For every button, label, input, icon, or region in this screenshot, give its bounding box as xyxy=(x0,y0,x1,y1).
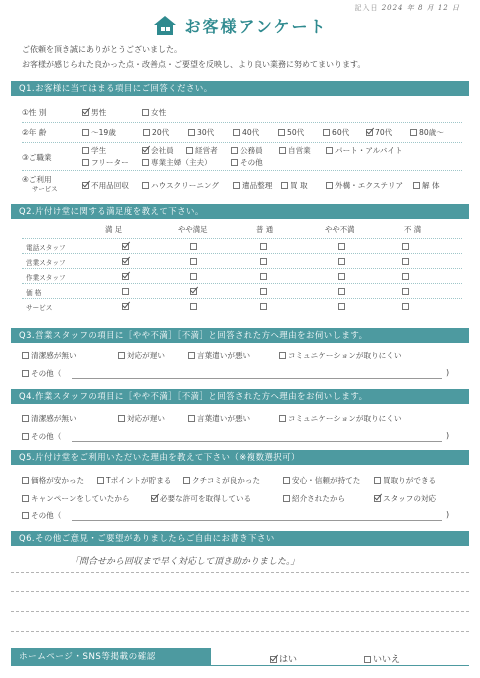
checkbox[interactable] xyxy=(186,147,193,154)
rating-checkbox[interactable] xyxy=(402,258,409,265)
service-option[interactable]: 買 取 xyxy=(281,180,308,191)
age-option[interactable]: 40代 xyxy=(233,127,259,138)
job-option[interactable]: 公務員 xyxy=(231,145,263,156)
service-option[interactable]: 遺品整理 xyxy=(233,180,272,191)
sns-no-option[interactable]: いいえ xyxy=(364,652,400,665)
rating-checkbox[interactable] xyxy=(338,243,345,250)
checkbox[interactable] xyxy=(279,352,286,359)
row-label: 電話スタッフ xyxy=(26,244,66,252)
rating-checkbox[interactable] xyxy=(402,288,409,295)
checkbox[interactable] xyxy=(283,495,290,502)
checkbox[interactable] xyxy=(326,147,333,154)
rating-checkbox[interactable] xyxy=(338,273,345,280)
checkbox[interactable] xyxy=(233,182,240,189)
checkbox-checked[interactable] xyxy=(151,495,158,502)
row-label: 価 格 xyxy=(26,289,42,297)
q5-option[interactable]: 紹介されたから xyxy=(283,493,345,504)
rating-checkbox-checked[interactable] xyxy=(122,303,129,310)
rating-checkbox[interactable] xyxy=(260,288,267,295)
checkbox[interactable] xyxy=(22,352,29,359)
table-row xyxy=(22,253,462,268)
rating-checkbox[interactable] xyxy=(190,243,197,250)
job-option-company-employee[interactable]: 会社員 xyxy=(142,145,174,156)
checkbox[interactable] xyxy=(410,129,417,136)
intro-line-1: ご依頼を頂き誠にありがとうございました。 xyxy=(22,45,182,54)
divider xyxy=(22,142,462,143)
q4-heading: Q4.作業スタッフの項目に［やや不満］［不満］と回答された方へ理由をお伺いします。 xyxy=(11,389,469,404)
checkbox[interactable] xyxy=(283,477,290,484)
checkbox[interactable] xyxy=(142,182,149,189)
rating-checkbox[interactable] xyxy=(338,288,345,295)
q5-option[interactable]: 買取りができる xyxy=(374,475,436,486)
checkbox[interactable] xyxy=(374,477,381,484)
age-option[interactable]: 20代 xyxy=(143,127,169,138)
table-row xyxy=(22,268,462,283)
checkbox[interactable] xyxy=(231,159,238,166)
age-option-70s[interactable]: 70代 xyxy=(366,127,392,138)
q5-heading: Q5.片付け堂をご利用いただいた理由を教えて下さい（※複数選択可） xyxy=(11,450,469,465)
q3-option[interactable]: 清潔感が無い xyxy=(22,350,77,361)
comment-line[interactable] xyxy=(11,572,469,573)
job-option[interactable]: 経営者 xyxy=(186,145,218,156)
house-logo-icon xyxy=(152,14,178,36)
column-header: やや満足 xyxy=(178,225,208,234)
age-option[interactable]: 30代 xyxy=(188,127,214,138)
q4-option[interactable]: 言葉遣いが悪い xyxy=(188,413,250,424)
rating-checkbox-checked[interactable] xyxy=(122,273,129,280)
age-option[interactable]: 50代 xyxy=(278,127,304,138)
comment-line[interactable] xyxy=(11,631,469,632)
q5-option[interactable]: キャンペーンをしていたから xyxy=(22,493,130,504)
q6-heading: Q6.その他ご意見・ご要望がありましたらご自由にお書き下さい xyxy=(11,531,469,546)
intro-text xyxy=(22,42,467,72)
comment-line[interactable] xyxy=(11,611,469,612)
checkbox-checked[interactable] xyxy=(82,109,89,116)
checkbox[interactable] xyxy=(22,495,29,502)
rating-checkbox[interactable] xyxy=(402,243,409,250)
close-paren: ) xyxy=(446,510,450,519)
rating-checkbox[interactable] xyxy=(190,258,197,265)
checkbox[interactable] xyxy=(231,147,238,154)
checkbox-checked[interactable] xyxy=(82,182,89,189)
rating-checkbox[interactable] xyxy=(338,303,345,310)
row-label: 営業スタッフ xyxy=(26,259,66,267)
checkbox[interactable] xyxy=(142,109,149,116)
table-row xyxy=(22,283,462,298)
checkbox[interactable] xyxy=(82,159,89,166)
checkbox[interactable] xyxy=(22,415,29,422)
checkbox[interactable] xyxy=(22,512,29,519)
rating-checkbox[interactable] xyxy=(190,273,197,280)
rating-checkbox[interactable] xyxy=(338,258,345,265)
q5-option[interactable]: 安心・信頼が持てた xyxy=(283,475,360,486)
checkbox[interactable] xyxy=(183,477,190,484)
column-header: 不 満 xyxy=(404,225,422,234)
service-option[interactable]: 解 体 xyxy=(413,180,440,191)
q3-other-input[interactable] xyxy=(72,378,442,379)
job-label: ③ご職業 xyxy=(22,153,52,162)
job-option[interactable]: パート・アルバイト xyxy=(326,145,403,156)
checkbox-checked[interactable] xyxy=(270,656,277,663)
divider xyxy=(22,170,462,171)
q4-option[interactable]: コミュニケーションが取りにくい xyxy=(279,413,401,424)
q4-option[interactable]: 清潔感が無い xyxy=(22,413,77,424)
q5-option[interactable]: Tポイントが貯まる xyxy=(97,475,171,486)
q5-option-license[interactable]: 必要な許可を取得している xyxy=(151,493,251,504)
age-label: ②年 齢 xyxy=(22,128,47,137)
q6-handwritten-comment: 「問合せから回収まで早く対応して頂き助かりました。」 xyxy=(70,557,300,567)
checkbox[interactable] xyxy=(279,415,286,422)
q3-heading: Q3.営業スタッフの項目に［やや不満］［不満］と回答された方へ理由をお伺いします。 xyxy=(11,328,469,343)
divider xyxy=(22,122,462,123)
rating-checkbox[interactable] xyxy=(402,273,409,280)
q4-other-input[interactable] xyxy=(72,441,442,442)
rating-checkbox-checked[interactable] xyxy=(122,258,129,265)
q2-heading: Q2.片付け堂に関する満足度を教えて下さい。 xyxy=(11,204,469,219)
checkbox[interactable] xyxy=(22,370,29,377)
q1-heading: Q1.お客様に当てはまる項目にご回答ください。 xyxy=(11,81,469,96)
table-row xyxy=(22,238,462,253)
checkbox[interactable] xyxy=(188,129,195,136)
job-option[interactable]: 学生 xyxy=(82,145,106,156)
q4-other-option[interactable]: その他（ xyxy=(22,431,61,442)
age-option[interactable]: 60代 xyxy=(323,127,349,138)
job-option[interactable]: フリーター xyxy=(82,157,129,168)
checkbox[interactable] xyxy=(82,147,89,154)
age-option[interactable]: 80歳〜 xyxy=(410,127,444,138)
title-row xyxy=(0,12,480,38)
close-paren: ) xyxy=(446,431,450,440)
table-row xyxy=(22,298,462,313)
q3-option[interactable]: 言葉遣いが悪い xyxy=(188,350,250,361)
column-header: 普 通 xyxy=(256,225,274,234)
date-label: 記入日 xyxy=(354,4,379,12)
q5-option[interactable]: 価格が安かった xyxy=(22,475,84,486)
rating-checkbox[interactable] xyxy=(190,303,197,310)
checkbox[interactable] xyxy=(142,159,149,166)
job-option[interactable]: 自営業 xyxy=(279,145,311,156)
checkbox[interactable] xyxy=(233,129,240,136)
q3-other-option[interactable]: その他（ xyxy=(22,368,61,379)
service-option[interactable]: ハウスクリーニング xyxy=(142,180,219,191)
age-option[interactable]: 〜19歳 xyxy=(82,127,116,138)
service-option-junk-removal[interactable]: 不用品回収 xyxy=(82,180,129,191)
checkbox[interactable] xyxy=(118,352,125,359)
checkbox[interactable] xyxy=(82,129,89,136)
sns-consent-heading: ホームページ・SNS等掲載の確認 xyxy=(11,648,211,666)
checkbox[interactable] xyxy=(323,129,330,136)
q5-other-input[interactable] xyxy=(72,520,442,521)
close-paren: ) xyxy=(446,368,450,377)
row-label: 作業スタッフ xyxy=(26,274,66,282)
q5-option[interactable]: クチコミが良かった xyxy=(183,475,260,486)
rating-checkbox-checked[interactable] xyxy=(122,243,129,250)
gender-option-female[interactable]: 女性 xyxy=(142,107,166,118)
checkbox[interactable] xyxy=(188,415,195,422)
checkbox[interactable] xyxy=(118,415,125,422)
rating-checkbox[interactable] xyxy=(260,243,267,250)
divider xyxy=(211,665,469,666)
rating-checkbox[interactable] xyxy=(402,303,409,310)
job-option[interactable]: 専業主婦（主夫） xyxy=(142,157,212,168)
intro-line-2: お客様が感じられた良かった点・改善点・ご要望を反映し、より良い業務に努めてまいります。 xyxy=(22,60,366,69)
q3-option[interactable]: 対応が遅い xyxy=(118,350,165,361)
checkbox[interactable] xyxy=(97,477,104,484)
q5-option-staff[interactable]: スタッフの対応 xyxy=(374,493,436,504)
checkbox[interactable] xyxy=(413,182,420,189)
service-label: ④ご利用 xyxy=(22,175,52,184)
column-header: やや不満 xyxy=(325,225,355,234)
rating-checkbox[interactable] xyxy=(260,258,267,265)
checkbox-checked[interactable] xyxy=(142,147,149,154)
date-handwritten: 2024 年 8 月 12 日 xyxy=(381,4,460,12)
rating-checkbox[interactable] xyxy=(260,273,267,280)
comment-line[interactable] xyxy=(11,591,469,592)
checkbox[interactable] xyxy=(279,147,286,154)
rating-checkbox-checked[interactable] xyxy=(190,288,197,295)
row-label: サービス xyxy=(26,304,53,312)
checkbox[interactable] xyxy=(364,656,371,663)
checkbox[interactable] xyxy=(22,477,29,484)
rating-checkbox[interactable] xyxy=(122,288,129,295)
service-option[interactable]: 外構・エクステリア xyxy=(326,180,403,191)
column-header: 満 足 xyxy=(105,225,123,234)
checkbox-checked[interactable] xyxy=(374,495,381,502)
checkbox[interactable] xyxy=(22,433,29,440)
checkbox[interactable] xyxy=(281,182,288,189)
q5-other-option[interactable]: その他（ xyxy=(22,510,61,521)
q4-option[interactable]: 対応が遅い xyxy=(118,413,165,424)
sns-yes-option[interactable]: はい xyxy=(270,652,297,665)
gender-label: ①性 別 xyxy=(22,108,47,117)
checkbox[interactable] xyxy=(326,182,333,189)
service-label-2: サービス xyxy=(32,185,58,193)
q3-option[interactable]: コミュニケーションが取りにくい xyxy=(279,350,401,361)
checkbox-checked[interactable] xyxy=(366,129,373,136)
checkbox[interactable] xyxy=(143,129,150,136)
page-title: お客様アンケート xyxy=(184,16,328,36)
checkbox[interactable] xyxy=(278,129,285,136)
gender-option-male[interactable]: 男性 xyxy=(82,107,106,118)
rating-checkbox[interactable] xyxy=(260,303,267,310)
checkbox[interactable] xyxy=(188,352,195,359)
job-option[interactable]: その他 xyxy=(231,157,263,168)
